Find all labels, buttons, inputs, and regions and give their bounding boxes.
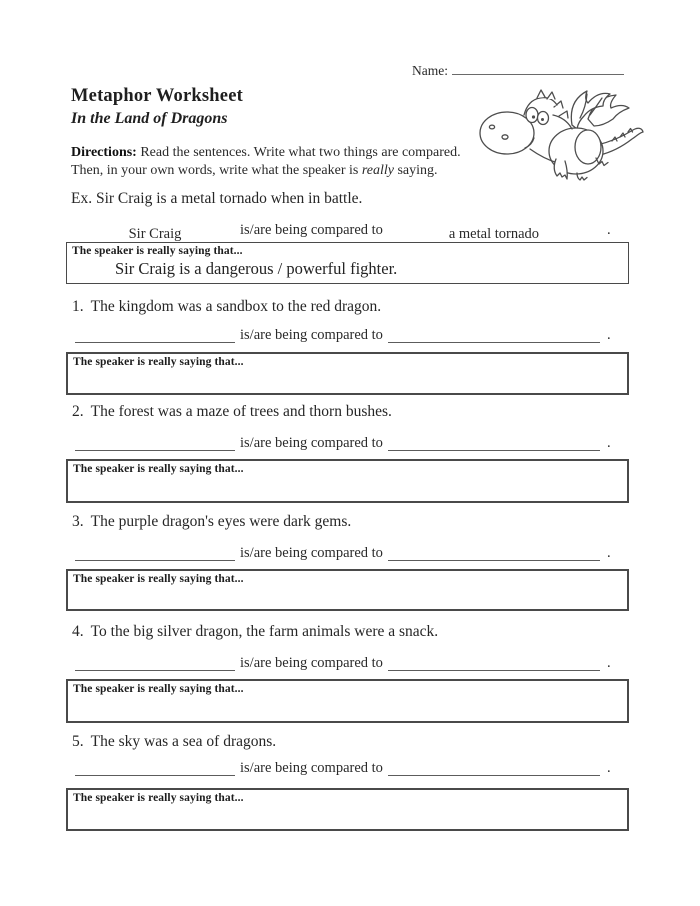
example-sentence: Ex. Sir Craig is a metal tornado when in battle. <box>71 190 363 207</box>
question-4-answer-box[interactable] <box>66 679 629 723</box>
compare-text: is/are being compared to <box>240 655 383 671</box>
example-answer: Sir Craig is a dangerous / powerful fighter. <box>115 259 398 278</box>
compare-text: is/are being compared to <box>240 222 383 238</box>
question-number: 1. <box>72 298 84 315</box>
compare-text: is/are being compared to <box>240 545 383 561</box>
question-1-blank-1[interactable] <box>75 326 235 343</box>
question-3-blank-1[interactable] <box>75 544 235 561</box>
directions <box>71 144 461 179</box>
question-2-compare-row: is/are being compared to . <box>75 434 611 452</box>
question-5-compare-row: is/are being compared to . <box>75 759 611 777</box>
question-2-sentence: 2. The forest was a maze of trees and thorn bushes. <box>72 403 392 420</box>
question-number: 5. <box>72 733 84 750</box>
compare-text: is/are being compared to <box>240 435 383 451</box>
question-4-compare-row: is/are being compared to . <box>75 654 611 672</box>
question-number: 3. <box>72 513 84 530</box>
question-1-blank-2[interactable] <box>388 326 600 343</box>
dragon-icon <box>476 85 646 182</box>
question-3-blank-2[interactable] <box>388 544 600 561</box>
box-label: The speaker is really saying that... <box>72 245 243 257</box>
question-4-blank-2[interactable] <box>388 654 600 671</box>
example-compare-row: Sir Craig is/are being compared to a metal tornado . <box>75 222 611 243</box>
example-blank-1[interactable]: Sir Craig <box>75 226 235 243</box>
box-label: The speaker is really saying that... <box>73 463 244 475</box>
question-5-blank-2[interactable] <box>388 759 600 776</box>
question-1-compare-row: is/are being compared to . <box>75 326 611 344</box>
question-5-sentence: 5. The sky was a sea of dragons. <box>72 733 277 750</box>
page-title: Metaphor Worksheet <box>71 86 243 106</box>
name-blank-line[interactable] <box>452 61 624 75</box>
directions-emphasis: really <box>361 162 394 178</box>
question-2-blank-2[interactable] <box>388 434 600 451</box>
question-2-answer-box[interactable] <box>66 459 629 503</box>
question-4-blank-1[interactable] <box>75 654 235 671</box>
question-number: 2. <box>72 403 84 420</box>
box-label: The speaker is really saying that... <box>73 573 244 585</box>
directions-line1: Directions: Read the sentences. Write what two things are compared. <box>71 145 461 160</box>
question-1-answer-box[interactable] <box>66 352 629 395</box>
question-3-answer-box[interactable] <box>66 569 629 611</box>
question-4-sentence: 4. To the big silver dragon, the farm animals were a snack. <box>72 623 439 640</box>
example-blank-2[interactable]: a metal tornado <box>388 226 600 243</box>
question-2-blank-1[interactable] <box>75 434 235 451</box>
question-5-answer-box[interactable] <box>66 788 629 831</box>
compare-text: is/are being compared to <box>240 327 383 343</box>
directions-line2: Then, in your own words, write what the speaker is really saying. <box>71 162 438 178</box>
name-row <box>412 61 624 79</box>
compare-text: is/are being compared to <box>240 760 383 776</box>
page-subtitle: In the Land of Dragons <box>71 110 228 127</box>
directions-label: Directions: <box>71 145 137 160</box>
question-number: 4. <box>72 623 84 640</box>
question-1-sentence: 1. The kingdom was a sandbox to the red dragon. <box>72 298 382 315</box>
name-label: Name: <box>412 63 448 78</box>
box-label: The speaker is really saying that... <box>73 356 244 368</box>
example-answer-box <box>66 242 629 284</box>
question-3-sentence: 3. The purple dragon's eyes were dark gems. <box>72 513 352 530</box>
question-3-compare-row: is/are being compared to . <box>75 544 611 562</box>
question-5-blank-1[interactable] <box>75 759 235 776</box>
box-label: The speaker is really saying that... <box>73 792 244 804</box>
box-label: The speaker is really saying that... <box>73 683 244 695</box>
